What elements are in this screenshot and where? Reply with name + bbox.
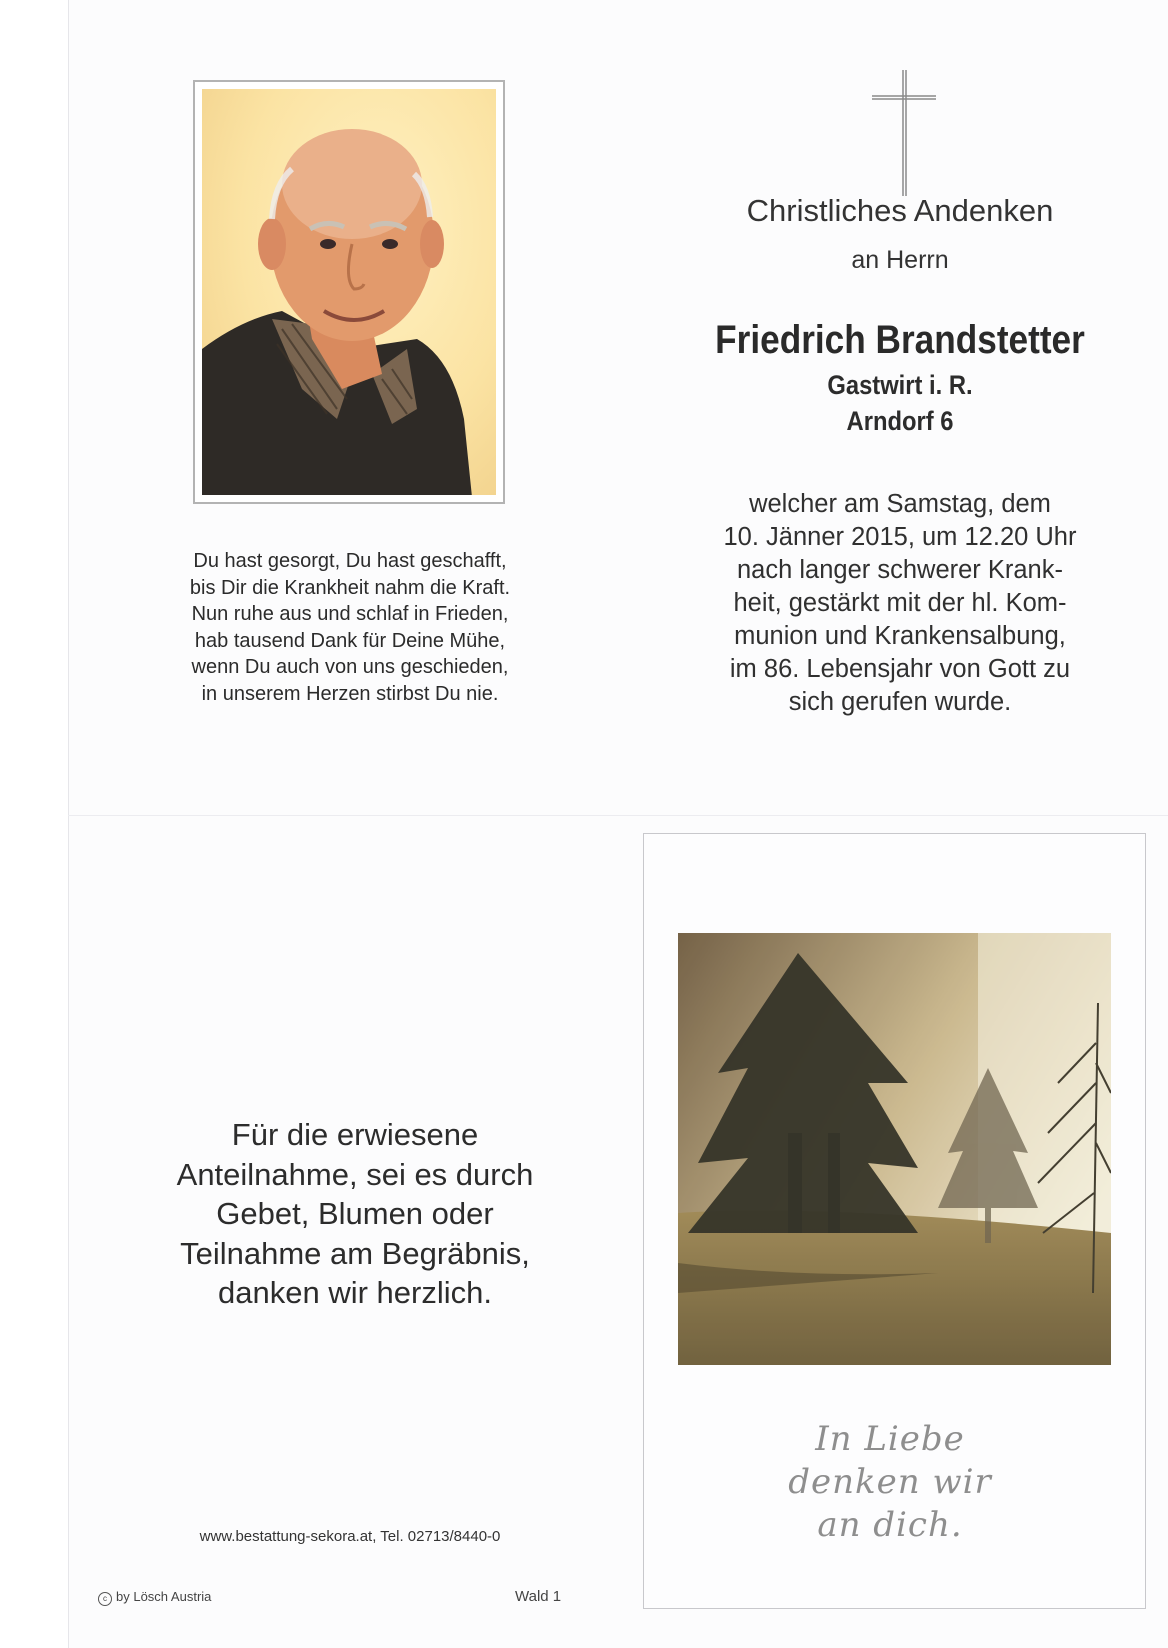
script-line: In Liebe	[815, 1419, 965, 1459]
in-loving-memory-script	[740, 1418, 1040, 1547]
thanks-line: danken wir herzlich.	[218, 1275, 492, 1310]
deceased-occupation: Gastwirt i. R.	[827, 370, 973, 400]
poem-line: wenn Du auch von uns geschieden,	[191, 656, 509, 679]
notice-line: im 86. Lebensjahr von Gott zu	[729, 655, 1071, 683]
poem	[120, 548, 580, 708]
thanks-line: Anteilnahme, sei es durch	[176, 1156, 534, 1192]
poem-line: Nun ruhe aus und schlaf in Frieden,	[191, 603, 509, 626]
sheet-edge	[68, 0, 69, 1648]
poem-line: hab tausend Dank für Deine Mühe,	[194, 629, 506, 652]
notice-line: sich gerufen wurde.	[788, 688, 1012, 716]
thanks-line: Teilnahme am Begräbnis,	[180, 1235, 530, 1271]
copyright-notice	[98, 1589, 211, 1606]
thanks-line: Für die erwiesene	[231, 1117, 479, 1152]
thanks-line: Gebet, Blumen oder	[216, 1196, 494, 1231]
forest-landscape-image	[678, 933, 1111, 1365]
cross-icon	[872, 70, 936, 196]
notice-line: nach langer schwerer Krank-	[737, 556, 1063, 584]
deceased-address: Arndorf 6	[846, 406, 954, 436]
copyright-text: by Lösch Austria	[116, 1589, 212, 1604]
death-notice	[680, 488, 1120, 719]
funeral-home-contact: www.bestattung-sekora.at, Tel. 02713/8440-0	[199, 1528, 501, 1545]
notice-line: munion und Krankensalbung,	[734, 622, 1066, 650]
poem-line: in unserem Herzen stirbst Du nie.	[201, 682, 499, 705]
deceased-name: Friedrich Brandstetter	[715, 318, 1085, 362]
notice-line: heit, gestärkt mit der hl. Kom-	[733, 589, 1067, 617]
memorial-title: Christliches Andenken	[746, 193, 1054, 228]
poem-line: Du hast gesorgt, Du hast geschafft,	[193, 550, 507, 572]
memorial-subtitle: an Herrn	[851, 246, 949, 274]
script-line: an dich.	[817, 1505, 963, 1545]
card-model-number: Wald 1	[515, 1588, 562, 1605]
portrait-frame	[193, 80, 505, 504]
portrait-photo	[202, 89, 496, 495]
fold-line	[68, 815, 1168, 816]
forest-illustration	[678, 933, 1111, 1365]
thanks-message	[120, 1115, 590, 1313]
copyright-icon: c	[98, 1592, 112, 1606]
notice-line: welcher am Samstag, dem	[749, 490, 1051, 518]
script-line: denken wir	[788, 1462, 992, 1502]
notice-line: 10. Jänner 2015, um 12.20 Uhr	[723, 523, 1077, 551]
portrait-illustration	[202, 89, 496, 495]
poem-line: bis Dir die Krankheit nahm die Kraft.	[189, 576, 511, 599]
